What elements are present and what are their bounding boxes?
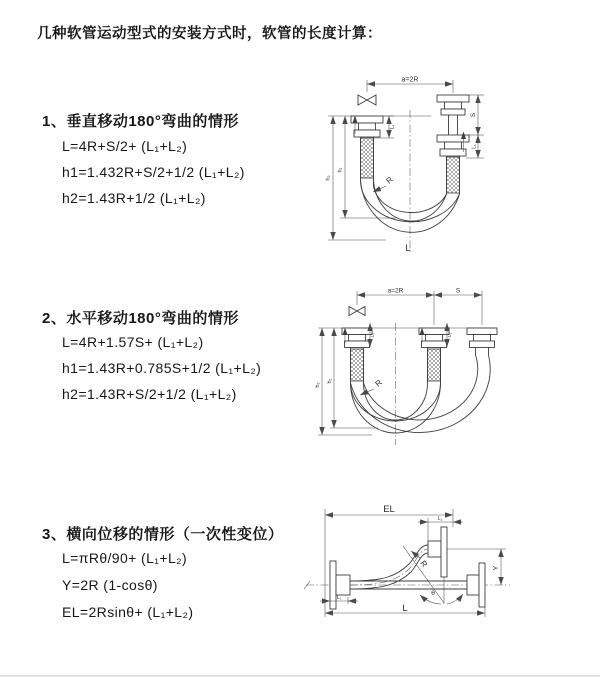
left-flange — [330, 561, 350, 609]
page-title: 几种软管运动型式的安装方式时，软管的长度计算： — [37, 26, 382, 42]
section-2-formula-h1: h1=1.43R+0.785S+1/2 (L₁+L₂) — [62, 360, 262, 376]
label-L1: L₁ — [370, 332, 375, 338]
dimension-S — [434, 288, 482, 326]
section-1-formula-h2: h2=1.43R+1/2 (L₁+L₂) — [62, 190, 206, 206]
left-hose-leg — [361, 137, 374, 180]
label-R: R — [384, 174, 395, 186]
label-R: R — [418, 558, 430, 569]
valve-icon — [349, 307, 365, 316]
left-flange — [342, 328, 372, 348]
diagram-horizontal-180-bend — [308, 283, 508, 458]
section-3-formula-EL: EL=2Rsinθ+ (L₁+L₂) — [62, 604, 194, 620]
label-EL: EL — [383, 504, 395, 515]
section-2-formula-L: L=4R+1.57S+ (L₁+L₂) — [62, 334, 204, 350]
label-L1: L₁ — [447, 332, 452, 338]
section-3-formula-Y: Y=2R (1-cosθ) — [62, 577, 158, 593]
label-L1: L₁ — [336, 595, 342, 601]
left-hose-leg — [351, 348, 364, 384]
dimension-L1-middle — [447, 323, 452, 347]
label-a2R: a=2R — [401, 76, 419, 84]
label-S: S — [470, 112, 477, 118]
label-L: L — [405, 243, 411, 254]
label-L: L — [402, 603, 408, 614]
section-1-formula-L: L=4R+S/2+ (L₁+L₂) — [62, 138, 188, 154]
braid-hatch — [428, 349, 441, 381]
displaced-hose — [350, 545, 428, 589]
label-h1: h₁ — [337, 167, 344, 173]
diagram-lateral-displacement — [300, 501, 600, 651]
dimension-L1-bottom — [320, 595, 358, 604]
dimension-a2R — [357, 288, 434, 326]
radius-leader — [411, 551, 429, 569]
label-a2R: a=2R — [387, 287, 404, 295]
right-hose-leg — [476, 348, 489, 356]
right-flange — [467, 563, 485, 607]
braid-hatch — [351, 349, 364, 381]
dimension-S — [469, 95, 484, 135]
middle-flange — [419, 328, 449, 348]
label-Y: Y — [493, 565, 500, 571]
right-flange-displaced — [467, 328, 497, 348]
label-h2: h₂ — [325, 175, 332, 181]
radius-leader — [373, 175, 395, 192]
section-1-formula-h1: h1=1.432R+S/2+1/2 (L₁+L₂) — [62, 164, 245, 180]
section-2-heading: 2、水平移动180°弯曲的情形 — [42, 310, 239, 327]
label-S: S — [455, 287, 461, 295]
braid-hatch — [447, 157, 460, 193]
dimension-a2R — [367, 77, 453, 94]
label-L1: L₁ — [471, 144, 478, 149]
right-hose-leg — [447, 156, 460, 194]
section-2-formula-h2: h2=1.43R+S/2+1/2 (L₁+L₂) — [62, 386, 237, 402]
middle-hose-leg — [428, 348, 441, 384]
u-bend-hose — [351, 355, 491, 433]
section-3-heading: 3、横向位移的情形（一次性变位） — [42, 526, 284, 543]
label-h1: h₁ — [327, 378, 333, 384]
braid-hatch — [361, 138, 374, 178]
label-R: R — [373, 377, 384, 389]
valve-icon — [358, 95, 376, 105]
section-3-formula-L: L=πRθ/90+ (L₁+L₂) — [62, 550, 188, 566]
diagram-vertical-180-bend — [316, 72, 496, 257]
label-L1: L₁ — [389, 124, 396, 130]
dimension-L1-top — [418, 516, 463, 541]
dimension-L1-left — [370, 323, 375, 347]
label-L1: L₁ — [437, 516, 443, 522]
right-flange-upper — [437, 95, 469, 135]
section-1-heading: 1、垂直移动180°弯曲的情形 — [42, 113, 239, 130]
label-theta: θ — [431, 590, 435, 597]
label-h2: h₂ — [315, 382, 321, 388]
